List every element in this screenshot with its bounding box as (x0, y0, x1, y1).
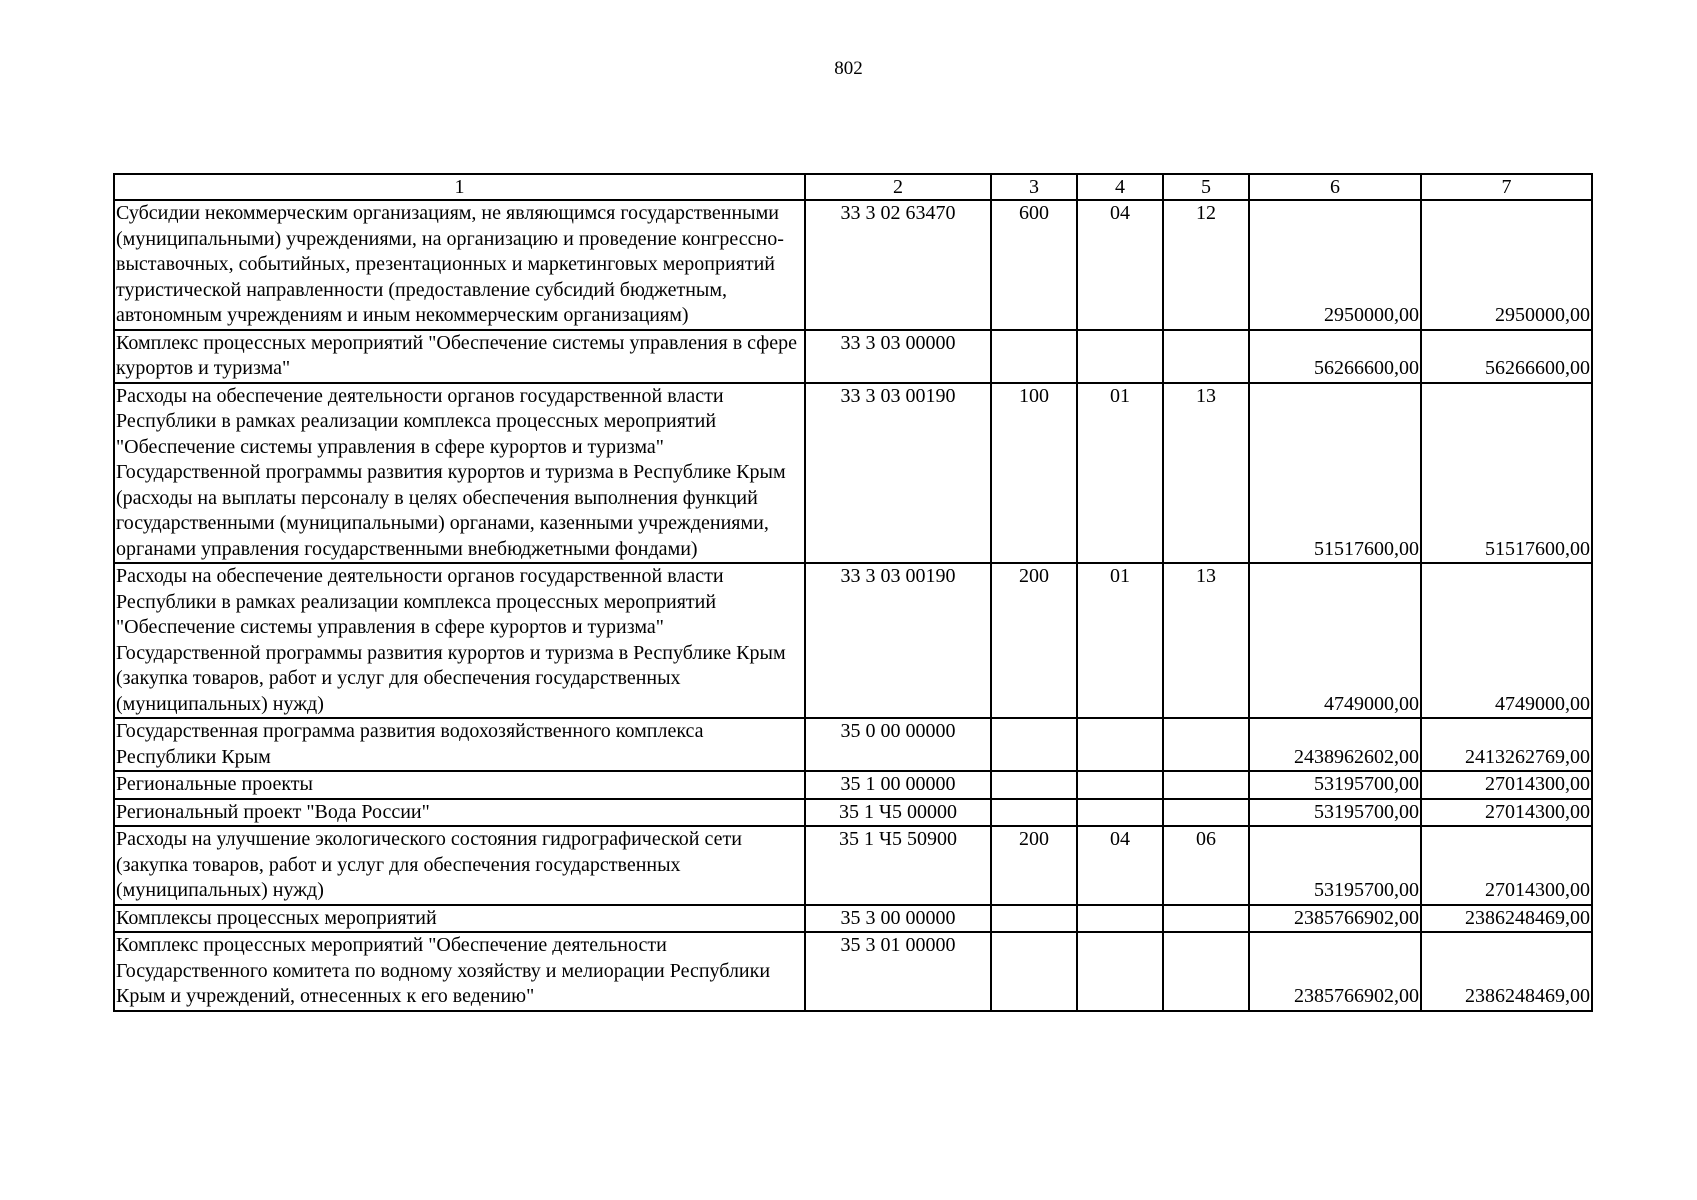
row-vr (991, 718, 1077, 771)
row-pr: 06 (1163, 826, 1249, 905)
row-sum-1: 2950000,00 (1249, 200, 1421, 330)
row-name: Региональные проекты (114, 771, 805, 799)
table-row (114, 932, 1592, 1011)
row-sum-1: 2438962602,00 (1249, 718, 1421, 771)
row-pr (1163, 718, 1249, 771)
row-pr: 13 (1163, 383, 1249, 564)
table-row (114, 563, 1592, 718)
budget-table (113, 173, 1593, 1012)
column-number: 1 (114, 174, 805, 200)
row-vr: 600 (991, 200, 1077, 330)
row-pr (1163, 799, 1249, 827)
column-number: 7 (1421, 174, 1592, 200)
row-name: Расходы на улучшение экологического состояния гидрографической сети (закупка товаров, работ и услуг для обеспечения государственных (муниципальных) нужд) (114, 826, 805, 905)
row-pr (1163, 932, 1249, 1011)
row-rz (1077, 932, 1163, 1011)
row-sum-1: 2385766902,00 (1249, 905, 1421, 933)
row-pr (1163, 905, 1249, 933)
row-name: Государственная программа развития водохозяйственного комплекса Республики Крым (114, 718, 805, 771)
row-sum-2: 2950000,00 (1421, 200, 1592, 330)
row-sum-2: 4749000,00 (1421, 563, 1592, 718)
row-code: 33 3 03 00190 (805, 383, 991, 564)
row-sum-2: 56266600,00 (1421, 330, 1592, 383)
row-code: 35 0 00 00000 (805, 718, 991, 771)
row-pr: 12 (1163, 200, 1249, 330)
row-name: Комплекс процессных мероприятий "Обеспечение деятельности Государственного комитета по водному хозяйству и мелиорации Республики Крым и учреждений, отнесенных к его ведению" (114, 932, 805, 1011)
row-name: Расходы на обеспечение деятельности органов государственной власти Республики в рамках реализации комплекса процессных мероприятий "Обеспечение системы управления в сфере курортов и туризма" Государственной программы развития курортов и туризма в Республике Крым (расходы на выплаты персоналу в целях обеспечения выполнения функций государственными (муниципальными) органами, казенными учреждениями, органами управления государственными внебюджетными фондами) (114, 383, 805, 564)
column-number-row (114, 174, 1592, 200)
row-vr: 100 (991, 383, 1077, 564)
row-code: 35 1 Ч5 50900 (805, 826, 991, 905)
column-number: 6 (1249, 174, 1421, 200)
row-sum-1: 51517600,00 (1249, 383, 1421, 564)
row-code: 33 3 02 63470 (805, 200, 991, 330)
table-row (114, 826, 1592, 905)
table-row (114, 799, 1592, 827)
row-sum-1: 53195700,00 (1249, 799, 1421, 827)
column-number: 2 (805, 174, 991, 200)
row-pr (1163, 771, 1249, 799)
row-name: Комплекс процессных мероприятий "Обеспечение системы управления в сфере курортов и туризма" (114, 330, 805, 383)
table-row (114, 718, 1592, 771)
row-sum-2: 2386248469,00 (1421, 932, 1592, 1011)
table-row (114, 383, 1592, 564)
table-row (114, 905, 1592, 933)
row-name: Региональный проект "Вода России" (114, 799, 805, 827)
row-rz (1077, 905, 1163, 933)
page-number: 802 (834, 58, 863, 79)
row-sum-1: 56266600,00 (1249, 330, 1421, 383)
table-row (114, 200, 1592, 330)
row-sum-1: 53195700,00 (1249, 771, 1421, 799)
row-sum-2: 2413262769,00 (1421, 718, 1592, 771)
row-vr (991, 771, 1077, 799)
row-rz: 01 (1077, 383, 1163, 564)
row-vr (991, 932, 1077, 1011)
row-vr (991, 905, 1077, 933)
column-number: 5 (1163, 174, 1249, 200)
row-vr: 200 (991, 563, 1077, 718)
row-sum-2: 27014300,00 (1421, 826, 1592, 905)
row-code: 33 3 03 00190 (805, 563, 991, 718)
row-code: 35 1 00 00000 (805, 771, 991, 799)
row-name: Комплексы процессных мероприятий (114, 905, 805, 933)
row-rz: 04 (1077, 826, 1163, 905)
row-vr: 200 (991, 826, 1077, 905)
table-row (114, 330, 1592, 383)
row-sum-1: 53195700,00 (1249, 826, 1421, 905)
row-sum-1: 2385766902,00 (1249, 932, 1421, 1011)
row-sum-1: 4749000,00 (1249, 563, 1421, 718)
column-number: 3 (991, 174, 1077, 200)
row-code: 35 1 Ч5 00000 (805, 799, 991, 827)
row-vr (991, 799, 1077, 827)
row-rz (1077, 799, 1163, 827)
column-number: 4 (1077, 174, 1163, 200)
row-name: Субсидии некоммерческим организациям, не являющимся государственными (муниципальными) учреждениями, на организацию и проведение конгрессно-выставочных, событийных, презентационных и маркетинговых мероприятий туристической направленности (предоставление субсидий бюджетным, автономным учреждениям и иным некоммерческим организациям) (114, 200, 805, 330)
row-pr: 13 (1163, 563, 1249, 718)
row-sum-2: 27014300,00 (1421, 799, 1592, 827)
row-pr (1163, 330, 1249, 383)
row-code: 35 3 01 00000 (805, 932, 991, 1011)
row-code: 35 3 00 00000 (805, 905, 991, 933)
row-vr (991, 330, 1077, 383)
row-sum-2: 27014300,00 (1421, 771, 1592, 799)
row-rz (1077, 330, 1163, 383)
row-rz (1077, 718, 1163, 771)
row-rz: 04 (1077, 200, 1163, 330)
row-name: Расходы на обеспечение деятельности органов государственной власти Республики в рамках реализации комплекса процессных мероприятий "Обеспечение системы управления в сфере курортов и туризма" Государственной программы развития курортов и туризма в Республике Крым (закупка товаров, работ и услуг для обеспечения государственных (муниципальных) нужд) (114, 563, 805, 718)
table-row (114, 771, 1592, 799)
row-rz (1077, 771, 1163, 799)
row-code: 33 3 03 00000 (805, 330, 991, 383)
row-sum-2: 51517600,00 (1421, 383, 1592, 564)
row-sum-2: 2386248469,00 (1421, 905, 1592, 933)
row-rz: 01 (1077, 563, 1163, 718)
